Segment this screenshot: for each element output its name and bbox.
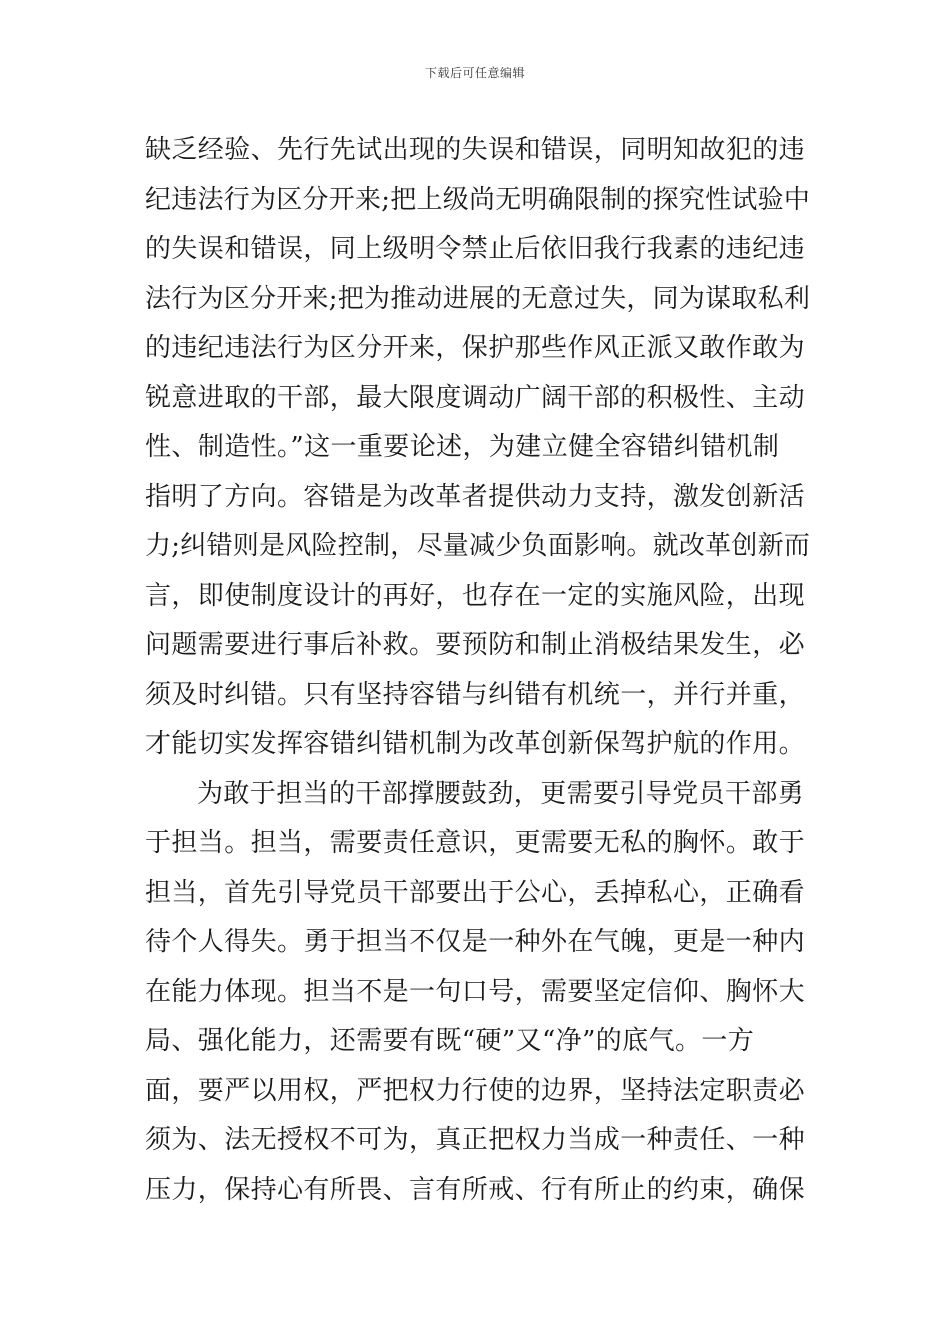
text-line: 压力，保持心有所畏、言有所戒、行有所止的约束，确保 <box>145 1174 806 1205</box>
text-line: 于担当。担当，需要责任意识，更需要无私的胸怀。敢于 <box>145 828 806 858</box>
text-line-first-indented: 为敢于担当的干部撑腰鼓劲，更需要引导党员干部勇 <box>197 778 805 809</box>
text-line: 担当，首先引导党员干部要出于公心，丢掉私心，正确看 <box>145 877 806 908</box>
text-line: 缺乏经验、先行先试出现的失误和错误，同明知故犯的违 <box>145 135 806 165</box>
text-line: 锐意进取的干部，最大限度调动广阔干部的积极性、主动 <box>145 382 806 413</box>
paragraph-1 <box>145 126 810 770</box>
text-line: 在能力体现。担当不是一句口号，需要坚定信仰、胸怀大 <box>145 976 806 1007</box>
text-line: 言，即使制度设计的再好，也存在一定的实施风险，出现 <box>145 580 806 611</box>
text-line: 问题需要进行事后补救。要预防和制止消极结果发生，必 <box>145 630 806 660</box>
text-line: 局、强化能力，还需要有既“硬”又“净”的底气。一方 <box>145 1026 755 1056</box>
text-line: 须及时纠错。只有坚持容错与纠错有机统一，并行并重， <box>145 679 806 710</box>
text-line: 指明了方向。容错是为改革者提供动力支持，激发创新活 <box>145 481 806 512</box>
paragraph-2 <box>145 770 810 1216</box>
text-line: 性、制造性。”这一重要论述，为建立健全容错纠错机制 <box>145 432 780 462</box>
body-text <box>145 126 810 1215</box>
text-line: 须为、法无授权不可为，真正把权力当成一种责任、一种 <box>145 1125 806 1155</box>
text-line: 的失误和错误，同上级明令禁止后依旧我行我素的违纪违 <box>145 234 806 264</box>
text-line: 面，要严以用权，严把权力行使的边界，坚持法定职责必 <box>145 1075 806 1106</box>
text-line: 的违纪违法行为区分开来，保护那些作风正派又敢作敢为 <box>145 333 806 363</box>
text-line: 法行为区分开来;把为推动进展的无意过失，同为谋取私利 <box>145 283 811 314</box>
page-header: 下载后可任意编辑 <box>424 66 525 80</box>
text-line: 才能切实发挥容错纠错机制为改革创新保驾护航的作用。 <box>145 729 806 759</box>
text-line: 力;纠错则是风险控制，尽量减少负面影响。就改革创新而 <box>145 531 811 561</box>
text-line: 待个人得失。勇于担当不仅是一种外在气魄，更是一种内 <box>145 927 806 957</box>
text-line: 纪违法行为区分开来;把上级尚无明确限制的探究性试验中 <box>145 184 811 215</box>
